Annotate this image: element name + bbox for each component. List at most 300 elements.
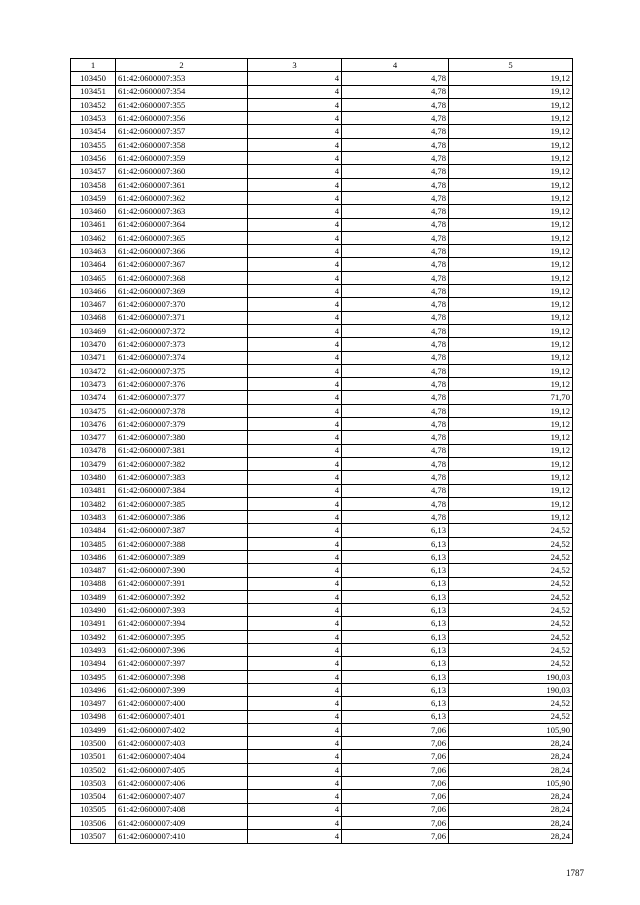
- cell-col-5: 28,24: [449, 816, 573, 829]
- cell-col-1: 103476: [71, 418, 116, 431]
- cell-col-4: 4,78: [342, 497, 449, 510]
- cell-col-2: 61:42:0600007:398: [116, 670, 248, 683]
- cell-col-1: 103506: [71, 816, 116, 829]
- cell-col-5: 24,52: [449, 524, 573, 537]
- cell-col-1: 103451: [71, 85, 116, 98]
- cell-col-5: 19,12: [449, 191, 573, 204]
- cell-col-5: 19,12: [449, 404, 573, 417]
- cell-col-2: 61:42:0600007:360: [116, 165, 248, 178]
- cell-col-2: 61:42:0600007:367: [116, 258, 248, 271]
- cell-col-3: 4: [248, 511, 342, 524]
- cell-col-5: 24,52: [449, 564, 573, 577]
- cell-col-1: 103470: [71, 338, 116, 351]
- cell-col-4: 4,78: [342, 271, 449, 284]
- table-row: [71, 577, 573, 590]
- cell-col-2: 61:42:0600007:389: [116, 550, 248, 563]
- cell-col-1: 103488: [71, 577, 116, 590]
- cell-col-2: 61:42:0600007:357: [116, 125, 248, 138]
- cell-col-5: 19,12: [449, 457, 573, 470]
- cell-col-5: 19,12: [449, 138, 573, 151]
- cell-col-1: 103491: [71, 617, 116, 630]
- cell-col-4: 7,06: [342, 737, 449, 750]
- cell-col-4: 4,78: [342, 245, 449, 258]
- table-row: [71, 231, 573, 244]
- cell-col-5: 19,12: [449, 364, 573, 377]
- cell-col-3: 4: [248, 404, 342, 417]
- cell-col-4: 7,06: [342, 750, 449, 763]
- cell-col-5: 190,03: [449, 683, 573, 696]
- table-row: [71, 617, 573, 630]
- table-row: [71, 444, 573, 457]
- cell-col-5: 19,12: [449, 205, 573, 218]
- header-col-2: 2: [116, 59, 248, 72]
- cell-col-2: 61:42:0600007:392: [116, 590, 248, 603]
- cell-col-5: 24,52: [449, 604, 573, 617]
- table-row: [71, 138, 573, 151]
- cell-col-1: 103463: [71, 245, 116, 258]
- cell-col-1: 103459: [71, 191, 116, 204]
- cell-col-2: 61:42:0600007:390: [116, 564, 248, 577]
- cell-col-3: 4: [248, 125, 342, 138]
- cell-col-3: 4: [248, 497, 342, 510]
- cell-col-3: 4: [248, 750, 342, 763]
- cell-col-4: 6,13: [342, 710, 449, 723]
- cell-col-5: 19,12: [449, 444, 573, 457]
- cell-col-3: 4: [248, 138, 342, 151]
- cell-col-2: 61:42:0600007:355: [116, 98, 248, 111]
- cell-col-2: 61:42:0600007:403: [116, 737, 248, 750]
- cell-col-5: 19,12: [449, 285, 573, 298]
- table-row: [71, 271, 573, 284]
- cell-col-2: 61:42:0600007:354: [116, 85, 248, 98]
- cell-col-3: 4: [248, 298, 342, 311]
- cell-col-4: 7,06: [342, 763, 449, 776]
- cell-col-5: 28,24: [449, 790, 573, 803]
- cell-col-4: 6,13: [342, 604, 449, 617]
- cell-col-2: 61:42:0600007:366: [116, 245, 248, 258]
- cell-col-5: 24,52: [449, 657, 573, 670]
- cell-col-1: 103452: [71, 98, 116, 111]
- cell-col-2: 61:42:0600007:406: [116, 777, 248, 790]
- table-row: [71, 471, 573, 484]
- cell-col-3: 4: [248, 85, 342, 98]
- cell-col-1: 103480: [71, 471, 116, 484]
- cell-col-2: 61:42:0600007:396: [116, 644, 248, 657]
- cell-col-1: 103494: [71, 657, 116, 670]
- cell-col-3: 4: [248, 604, 342, 617]
- cell-col-4: 4,78: [342, 484, 449, 497]
- cell-col-1: 103474: [71, 391, 116, 404]
- cell-col-3: 4: [248, 444, 342, 457]
- cell-col-4: 6,13: [342, 630, 449, 643]
- cell-col-3: 4: [248, 630, 342, 643]
- cell-col-3: 4: [248, 577, 342, 590]
- cell-col-5: 19,12: [449, 378, 573, 391]
- cell-col-4: 6,13: [342, 590, 449, 603]
- table-row: [71, 298, 573, 311]
- cell-col-3: 4: [248, 338, 342, 351]
- cell-col-4: 6,13: [342, 683, 449, 696]
- cell-col-3: 4: [248, 830, 342, 843]
- cell-col-3: 4: [248, 590, 342, 603]
- cell-col-5: 19,12: [449, 271, 573, 284]
- table-row: [71, 258, 573, 271]
- cell-col-1: 103454: [71, 125, 116, 138]
- cell-col-1: 103465: [71, 271, 116, 284]
- cell-col-1: 103505: [71, 803, 116, 816]
- cell-col-4: 6,13: [342, 697, 449, 710]
- cell-col-2: 61:42:0600007:376: [116, 378, 248, 391]
- cell-col-4: 6,13: [342, 550, 449, 563]
- cadastral-table: [70, 58, 573, 844]
- cell-col-5: 24,52: [449, 537, 573, 550]
- cell-col-5: 19,12: [449, 258, 573, 271]
- cell-col-1: 103462: [71, 231, 116, 244]
- cell-col-4: 4,78: [342, 72, 449, 85]
- table-row: [71, 311, 573, 324]
- cell-col-4: 7,06: [342, 830, 449, 843]
- cell-col-4: 7,06: [342, 723, 449, 736]
- cell-col-3: 4: [248, 391, 342, 404]
- cell-col-5: 71,70: [449, 391, 573, 404]
- cell-col-2: 61:42:0600007:359: [116, 152, 248, 165]
- table-row: [71, 630, 573, 643]
- cell-col-5: 19,12: [449, 152, 573, 165]
- page-number: 1787: [566, 868, 584, 878]
- cell-col-5: 19,12: [449, 85, 573, 98]
- cell-col-3: 4: [248, 524, 342, 537]
- cell-col-1: 103461: [71, 218, 116, 231]
- cell-col-2: 61:42:0600007:373: [116, 338, 248, 351]
- cell-col-1: 103507: [71, 830, 116, 843]
- cell-col-4: 4,78: [342, 205, 449, 218]
- cell-col-4: 7,06: [342, 803, 449, 816]
- cell-col-5: 28,24: [449, 763, 573, 776]
- cell-col-2: 61:42:0600007:362: [116, 191, 248, 204]
- cell-col-4: 6,13: [342, 537, 449, 550]
- table-row: [71, 750, 573, 763]
- cell-col-3: 4: [248, 457, 342, 470]
- cell-col-4: 4,78: [342, 231, 449, 244]
- cell-col-1: 103504: [71, 790, 116, 803]
- cell-col-4: 4,78: [342, 431, 449, 444]
- cell-col-2: 61:42:0600007:364: [116, 218, 248, 231]
- cell-col-3: 4: [248, 112, 342, 125]
- cell-col-2: 61:42:0600007:385: [116, 497, 248, 510]
- cell-col-1: 103495: [71, 670, 116, 683]
- cell-col-3: 4: [248, 72, 342, 85]
- cell-col-3: 4: [248, 231, 342, 244]
- cell-col-2: 61:42:0600007:388: [116, 537, 248, 550]
- cell-col-2: 61:42:0600007:383: [116, 471, 248, 484]
- header-col-4: 4: [342, 59, 449, 72]
- cell-col-4: 4,78: [342, 457, 449, 470]
- cell-col-2: 61:42:0600007:401: [116, 710, 248, 723]
- cell-col-2: 61:42:0600007:391: [116, 577, 248, 590]
- cell-col-2: 61:42:0600007:407: [116, 790, 248, 803]
- cell-col-4: 7,06: [342, 790, 449, 803]
- cell-col-2: 61:42:0600007:379: [116, 418, 248, 431]
- cell-col-4: 6,13: [342, 617, 449, 630]
- cell-col-3: 4: [248, 271, 342, 284]
- cell-col-3: 4: [248, 311, 342, 324]
- header-row: [71, 59, 573, 72]
- cell-col-1: 103498: [71, 710, 116, 723]
- cell-col-1: 103482: [71, 497, 116, 510]
- cell-col-3: 4: [248, 790, 342, 803]
- cell-col-5: 24,52: [449, 710, 573, 723]
- table-row: [71, 152, 573, 165]
- cell-col-5: 28,24: [449, 830, 573, 843]
- table-row: [71, 816, 573, 829]
- table-row: [71, 697, 573, 710]
- table-row: [71, 604, 573, 617]
- cell-col-4: 4,78: [342, 391, 449, 404]
- cell-col-4: 7,06: [342, 816, 449, 829]
- cell-col-4: 4,78: [342, 125, 449, 138]
- cell-col-3: 4: [248, 378, 342, 391]
- cell-col-2: 61:42:0600007:365: [116, 231, 248, 244]
- table-row: [71, 218, 573, 231]
- cell-col-4: 6,13: [342, 644, 449, 657]
- cell-col-4: 7,06: [342, 777, 449, 790]
- cell-col-4: 4,78: [342, 98, 449, 111]
- cell-col-1: 103490: [71, 604, 116, 617]
- cell-col-3: 4: [248, 258, 342, 271]
- cell-col-5: 19,12: [449, 245, 573, 258]
- cell-col-5: 24,52: [449, 644, 573, 657]
- cell-col-3: 4: [248, 324, 342, 337]
- cell-col-4: 4,78: [342, 311, 449, 324]
- cell-col-5: 19,12: [449, 431, 573, 444]
- cell-col-3: 4: [248, 191, 342, 204]
- cell-col-5: 19,12: [449, 311, 573, 324]
- table-row: [71, 98, 573, 111]
- cell-col-4: 6,13: [342, 524, 449, 537]
- cell-col-4: 6,13: [342, 564, 449, 577]
- table-row: [71, 683, 573, 696]
- cell-col-5: 19,12: [449, 125, 573, 138]
- table-row: [71, 351, 573, 364]
- cell-col-1: 103472: [71, 364, 116, 377]
- cell-col-4: 4,78: [342, 112, 449, 125]
- cell-col-1: 103453: [71, 112, 116, 125]
- cell-col-4: 4,78: [342, 364, 449, 377]
- cell-col-3: 4: [248, 418, 342, 431]
- cell-col-3: 4: [248, 245, 342, 258]
- cell-col-5: 19,12: [449, 484, 573, 497]
- cell-col-5: 19,12: [449, 231, 573, 244]
- cell-col-3: 4: [248, 218, 342, 231]
- cell-col-2: 61:42:0600007:377: [116, 391, 248, 404]
- cell-col-1: 103487: [71, 564, 116, 577]
- cell-col-2: 61:42:0600007:358: [116, 138, 248, 151]
- cell-col-4: 6,13: [342, 670, 449, 683]
- cell-col-4: 4,78: [342, 165, 449, 178]
- table-row: [71, 338, 573, 351]
- cell-col-1: 103493: [71, 644, 116, 657]
- cell-col-5: 19,12: [449, 338, 573, 351]
- table-row: [71, 72, 573, 85]
- cell-col-5: 105,90: [449, 723, 573, 736]
- table-row: [71, 125, 573, 138]
- cell-col-2: 61:42:0600007:394: [116, 617, 248, 630]
- cell-col-4: 4,78: [342, 258, 449, 271]
- cell-col-2: 61:42:0600007:409: [116, 816, 248, 829]
- table-row: [71, 777, 573, 790]
- cell-col-2: 61:42:0600007:393: [116, 604, 248, 617]
- cell-col-5: 19,12: [449, 351, 573, 364]
- cell-col-3: 4: [248, 205, 342, 218]
- table-row: [71, 404, 573, 417]
- table-row: [71, 657, 573, 670]
- cell-col-3: 4: [248, 763, 342, 776]
- cell-col-4: 4,78: [342, 338, 449, 351]
- cell-col-2: 61:42:0600007:402: [116, 723, 248, 736]
- cell-col-3: 4: [248, 657, 342, 670]
- cell-col-2: 61:42:0600007:408: [116, 803, 248, 816]
- table-row: [71, 431, 573, 444]
- table-row: [71, 364, 573, 377]
- cell-col-3: 4: [248, 431, 342, 444]
- table-row: [71, 285, 573, 298]
- cell-col-5: 19,12: [449, 165, 573, 178]
- cell-col-1: 103468: [71, 311, 116, 324]
- cell-col-2: 61:42:0600007:375: [116, 364, 248, 377]
- cell-col-3: 4: [248, 471, 342, 484]
- cell-col-2: 61:42:0600007:386: [116, 511, 248, 524]
- cell-col-2: 61:42:0600007:404: [116, 750, 248, 763]
- table-header: [71, 59, 573, 72]
- cell-col-1: 103458: [71, 178, 116, 191]
- cell-col-5: 19,12: [449, 178, 573, 191]
- cell-col-3: 4: [248, 816, 342, 829]
- cell-col-1: 103492: [71, 630, 116, 643]
- cell-col-3: 4: [248, 737, 342, 750]
- cell-col-2: 61:42:0600007:363: [116, 205, 248, 218]
- cell-col-3: 4: [248, 484, 342, 497]
- cell-col-1: 103483: [71, 511, 116, 524]
- cell-col-3: 4: [248, 777, 342, 790]
- cell-col-1: 103478: [71, 444, 116, 457]
- cell-col-1: 103500: [71, 737, 116, 750]
- table-row: [71, 590, 573, 603]
- cell-col-4: 4,78: [342, 178, 449, 191]
- cell-col-3: 4: [248, 98, 342, 111]
- cell-col-3: 4: [248, 564, 342, 577]
- table-row: [71, 112, 573, 125]
- cell-col-5: 190,03: [449, 670, 573, 683]
- cell-col-1: 103481: [71, 484, 116, 497]
- table-row: [71, 803, 573, 816]
- cell-col-5: 105,90: [449, 777, 573, 790]
- cell-col-1: 103499: [71, 723, 116, 736]
- cell-col-2: 61:42:0600007:410: [116, 830, 248, 843]
- cell-col-3: 4: [248, 152, 342, 165]
- cell-col-4: 4,78: [342, 324, 449, 337]
- cell-col-2: 61:42:0600007:370: [116, 298, 248, 311]
- cell-col-2: 61:42:0600007:369: [116, 285, 248, 298]
- cell-col-5: 24,52: [449, 550, 573, 563]
- cell-col-3: 4: [248, 723, 342, 736]
- cell-col-3: 4: [248, 165, 342, 178]
- cell-col-4: 4,78: [342, 378, 449, 391]
- cell-col-3: 4: [248, 644, 342, 657]
- cell-col-1: 103503: [71, 777, 116, 790]
- cell-col-5: 19,12: [449, 298, 573, 311]
- cell-col-3: 4: [248, 683, 342, 696]
- cell-col-2: 61:42:0600007:380: [116, 431, 248, 444]
- cell-col-1: 103460: [71, 205, 116, 218]
- cell-col-5: 28,24: [449, 737, 573, 750]
- table-row: [71, 524, 573, 537]
- cell-col-1: 103497: [71, 697, 116, 710]
- table-row: [71, 644, 573, 657]
- cell-col-3: 4: [248, 364, 342, 377]
- cell-col-2: 61:42:0600007:382: [116, 457, 248, 470]
- table-row: [71, 245, 573, 258]
- cell-col-4: 4,78: [342, 218, 449, 231]
- cell-col-5: 19,12: [449, 72, 573, 85]
- cell-col-3: 4: [248, 803, 342, 816]
- table-row: [71, 85, 573, 98]
- table-row: [71, 178, 573, 191]
- table-row: [71, 830, 573, 843]
- table-row: [71, 710, 573, 723]
- cell-col-1: 103467: [71, 298, 116, 311]
- table-row: [71, 564, 573, 577]
- cell-col-4: 4,78: [342, 444, 449, 457]
- cell-col-1: 103466: [71, 285, 116, 298]
- cell-col-4: 4,78: [342, 471, 449, 484]
- cell-col-2: 61:42:0600007:378: [116, 404, 248, 417]
- cell-col-4: 4,78: [342, 298, 449, 311]
- cell-col-2: 61:42:0600007:353: [116, 72, 248, 85]
- cell-col-4: 4,78: [342, 418, 449, 431]
- table-row: [71, 484, 573, 497]
- table-row: [71, 165, 573, 178]
- cell-col-2: 61:42:0600007:368: [116, 271, 248, 284]
- cell-col-2: 61:42:0600007:381: [116, 444, 248, 457]
- cell-col-5: 24,52: [449, 617, 573, 630]
- cell-col-1: 103455: [71, 138, 116, 151]
- cell-col-1: 103496: [71, 683, 116, 696]
- cell-col-5: 19,12: [449, 497, 573, 510]
- cell-col-4: 4,78: [342, 152, 449, 165]
- header-col-5: 5: [449, 59, 573, 72]
- table-row: [71, 737, 573, 750]
- cell-col-3: 4: [248, 710, 342, 723]
- cell-col-2: 61:42:0600007:405: [116, 763, 248, 776]
- cell-col-1: 103450: [71, 72, 116, 85]
- cell-col-5: 24,52: [449, 630, 573, 643]
- cell-col-1: 103485: [71, 537, 116, 550]
- cell-col-4: 4,78: [342, 138, 449, 151]
- cell-col-5: 28,24: [449, 803, 573, 816]
- table-row: [71, 391, 573, 404]
- cell-col-2: 61:42:0600007:399: [116, 683, 248, 696]
- cell-col-3: 4: [248, 670, 342, 683]
- cell-col-1: 103502: [71, 763, 116, 776]
- cell-col-4: 4,78: [342, 351, 449, 364]
- cell-col-5: 19,12: [449, 418, 573, 431]
- table-row: [71, 723, 573, 736]
- cell-col-2: 61:42:0600007:371: [116, 311, 248, 324]
- cell-col-3: 4: [248, 617, 342, 630]
- cell-col-2: 61:42:0600007:361: [116, 178, 248, 191]
- table-row: [71, 191, 573, 204]
- cell-col-5: 28,24: [449, 750, 573, 763]
